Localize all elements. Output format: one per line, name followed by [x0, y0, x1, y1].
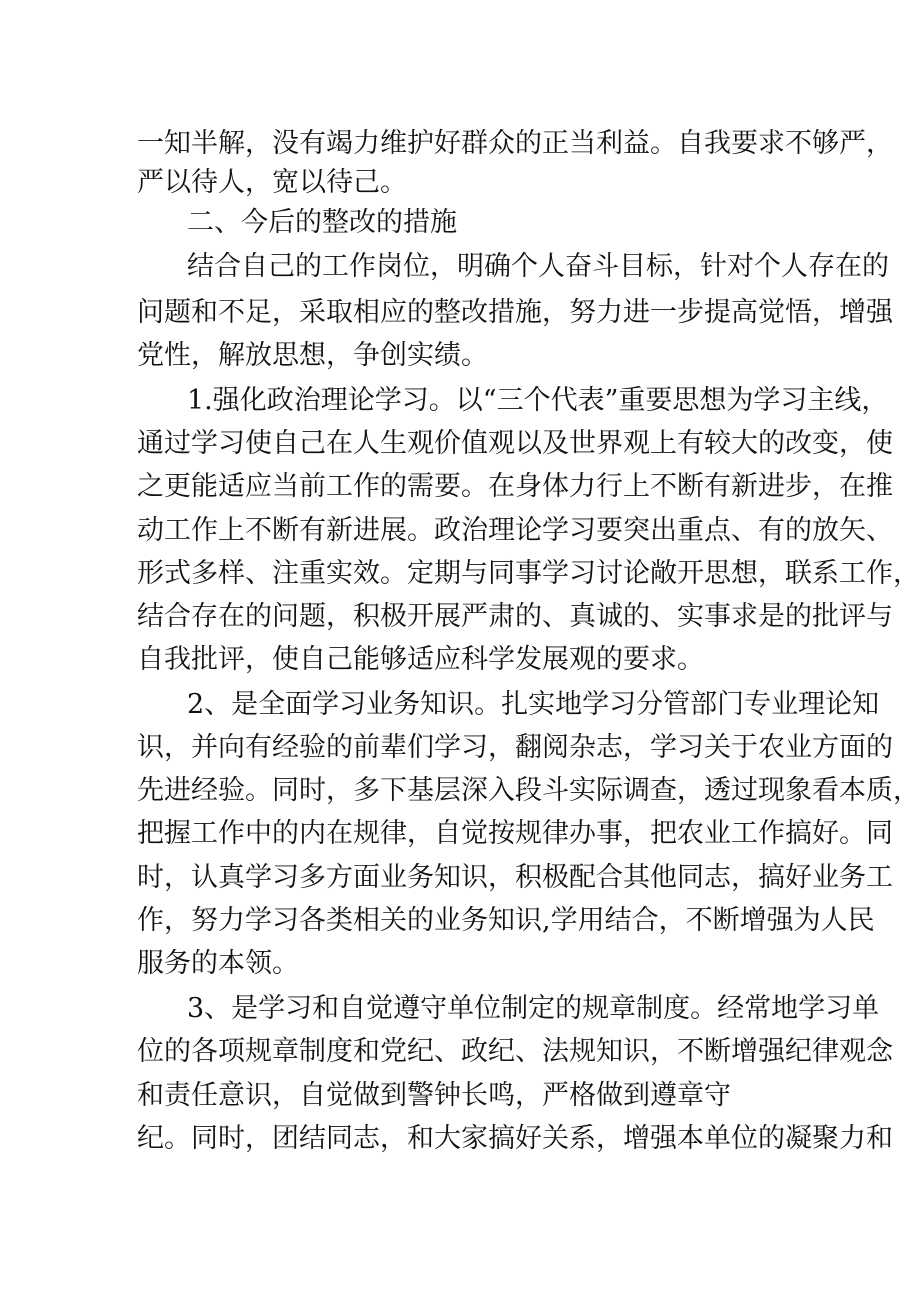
text-line: 识，并向有经验的前辈们学习，翻阅杂志，学习关于农业方面的 [137, 732, 893, 763]
text-line: 把握工作中的内在规律，自觉按规律办事，把农业工作搞好。同 [137, 818, 893, 849]
text-line: 动工作上不断有新进展。政治理论学习要突出重点、有的放矢、 [137, 515, 893, 546]
text-line: 严以待人，宽以待己。 [137, 167, 407, 198]
text-line: 结合存在的问题，积极开展严肃的、真诚的、实事求是的批评与 [137, 601, 893, 632]
section-heading: 二、今后的整改的措施 [187, 207, 457, 238]
text-line: 结合自己的工作岗位，明确个人奋斗目标，针对个人存在的 [187, 251, 889, 282]
list-item-heading: 3、是学习和自觉遵守单位制定的规章制度。经常地学习单 [187, 993, 880, 1024]
text-line: 服务的本领。 [137, 948, 299, 979]
text-line: 自我批评，使自己能够适应科学发展观的要求。 [137, 644, 704, 675]
text-line: 纪。同时，团结同志，和大家搞好关系，增强本单位的凝聚力和 [137, 1123, 893, 1154]
list-item-heading: 1.强化政治理论学习。以“三个代表”重要思想为学习主线， [187, 385, 889, 416]
text-line: 通过学习使自己在人生观价值观以及世界观上有较大的改变，使 [137, 428, 893, 459]
text-line: 问题和不足，采取相应的整改措施，努力进一步提高觉悟，增强 [137, 297, 893, 328]
text-line: 之更能适应当前工作的需要。在身体力行上不断有新进步，在推 [137, 471, 893, 502]
text-line: 时，认真学习多方面业务知识，积极配合其他同志，搞好业务工 [137, 862, 893, 893]
text-line: 和责任意识，自觉做到警钟长鸣，严格做到遵章守 [137, 1080, 731, 1111]
text-line: 形式多样、注重实效。定期与同事学习讨论敞开思想，联系工作， [137, 558, 920, 589]
list-item-heading: 2、是全面学习业务知识。扎实地学习分管部门专业理论知 [187, 689, 880, 720]
text-line: 一知半解，没有竭力维护好群众的正当利益。自我要求不够严， [137, 128, 893, 159]
text-line: 作，努力学习各类相关的业务知识,学用结合，不断增强为人民 [137, 905, 875, 936]
text-line: 党性，解放思想，争创实绩。 [137, 340, 488, 371]
text-line: 先进经验。同时，多下基层深入段斗实际调查，透过现象看本质， [137, 775, 920, 806]
text-line: 位的各项规章制度和党纪、政纪、法规知识，不断增强纪律观念 [137, 1036, 893, 1067]
